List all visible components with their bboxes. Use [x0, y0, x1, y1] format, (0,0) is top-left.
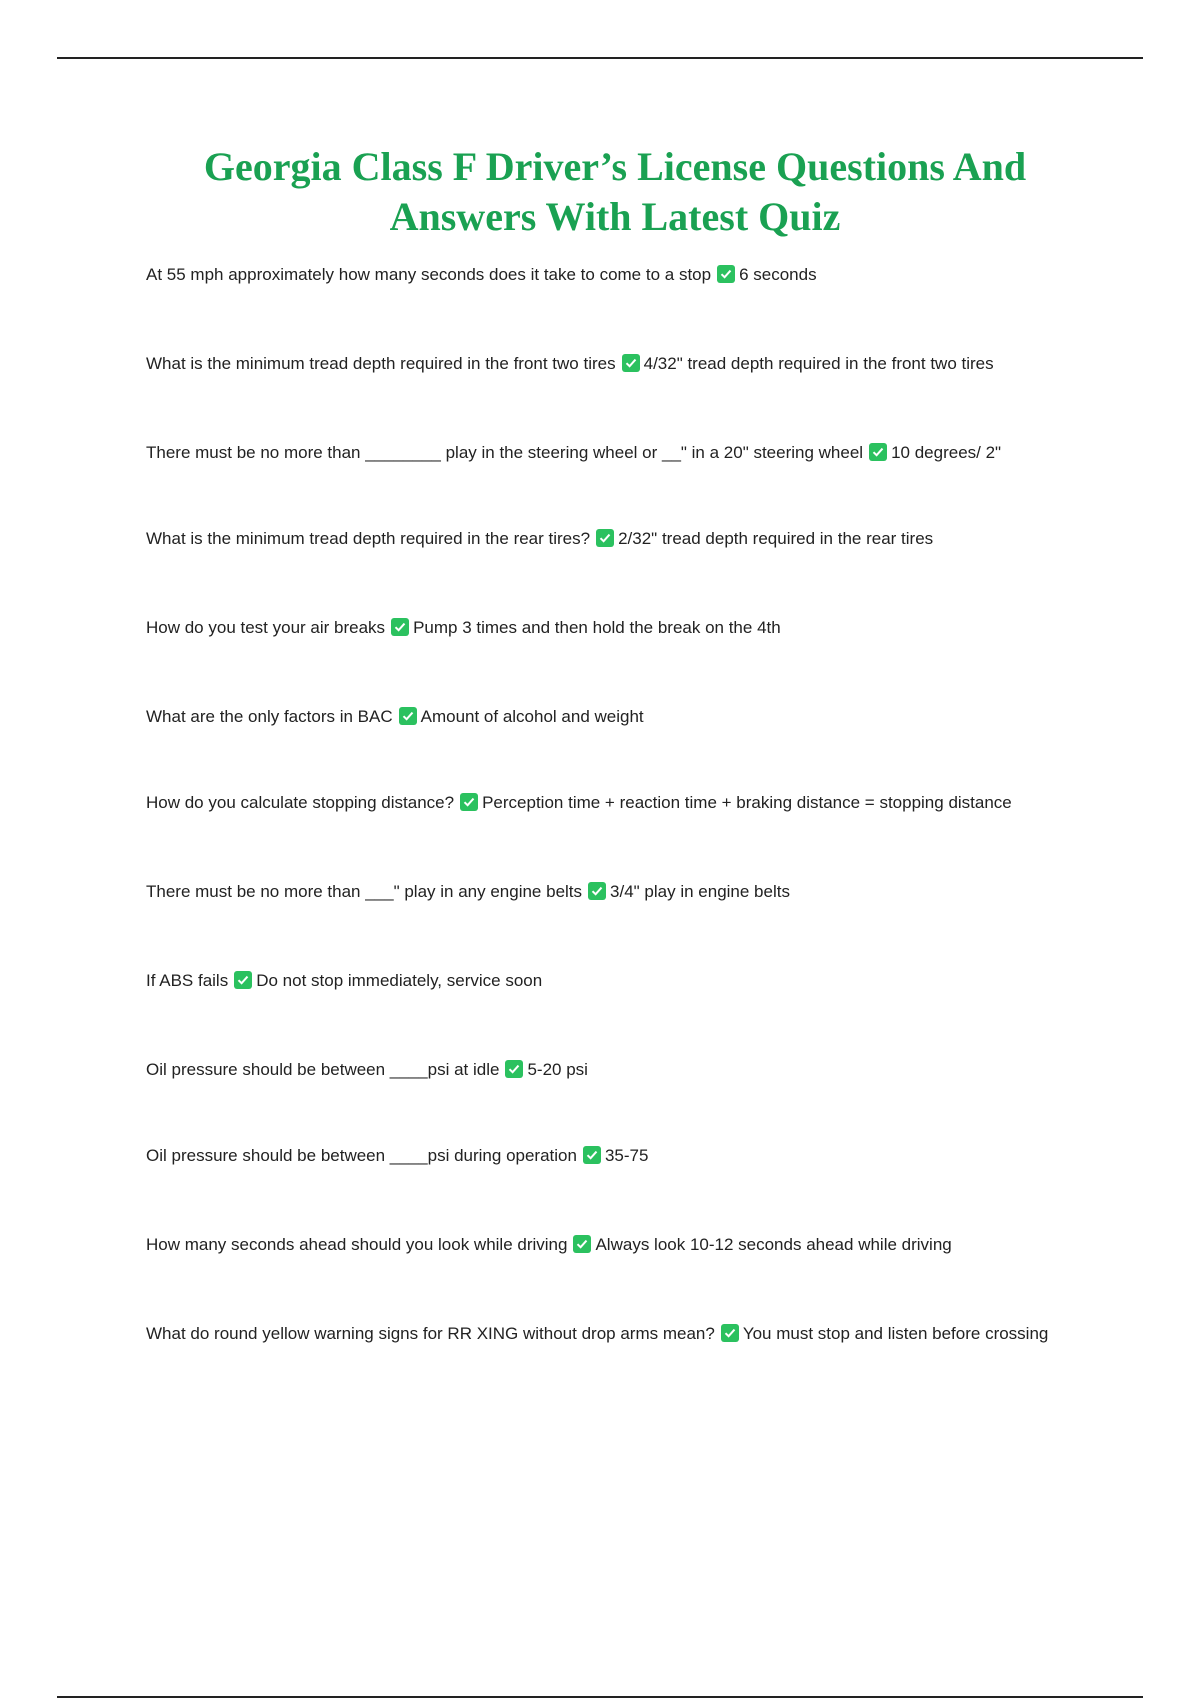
question-text: How do you test your air breaks	[146, 618, 386, 637]
answer-text: Do not stop immediately, service soon	[256, 971, 543, 990]
check-box-icon	[399, 707, 417, 725]
check-box-icon	[234, 971, 252, 989]
check-box-icon	[583, 1146, 601, 1164]
check-box-icon	[588, 882, 606, 900]
question-text: There must be no more than ___" play in any engine belts	[146, 882, 583, 901]
answer-text: 5-20 psi	[527, 1060, 588, 1079]
check-box-icon	[622, 354, 640, 372]
answer-text: 2/32" tread depth required in the rear tires	[618, 529, 934, 548]
question-text: How do you calculate stopping distance?	[146, 793, 455, 812]
check-box-icon	[460, 793, 478, 811]
question-text: At 55 mph approximately how many seconds does it take to come to a stop	[146, 265, 712, 284]
question-text: What is the minimum tread depth required in the rear tires?	[146, 529, 591, 548]
question-text: What do round yellow warning signs for RR XING without drop arms mean?	[146, 1324, 715, 1343]
qa-item	[146, 790, 1096, 816]
qa-item	[146, 879, 1096, 905]
check-box-icon	[869, 443, 887, 461]
answer-text: You must stop and listen before crossing	[742, 1324, 1049, 1343]
answer-text: Always look 10-12 seconds ahead while driving	[595, 1235, 952, 1254]
question-text: Oil pressure should be between ____psi at idle	[146, 1060, 500, 1079]
check-box-icon	[505, 1060, 523, 1078]
check-box-icon	[391, 618, 409, 636]
qa-list	[146, 262, 1096, 1347]
question-text: What are the only factors in BAC	[146, 707, 393, 726]
qa-item	[146, 262, 1096, 288]
qa-item	[146, 526, 1096, 552]
document-title: Georgia Class F Driver’s License Questions And Answers With Latest Quiz	[203, 144, 1027, 239]
answer-text: Perception time + reaction time + braking distance = stopping distance	[482, 793, 1012, 812]
answer-text: 35-75	[604, 1146, 649, 1165]
answer-text: 3/4" play in engine belts	[610, 882, 790, 901]
qa-item	[146, 968, 1096, 994]
qa-item	[146, 704, 1096, 730]
answer-text: Amount of alcohol and weight	[420, 707, 644, 726]
top-rule	[57, 57, 1143, 59]
answer-text: 10 degrees/ 2"	[891, 443, 1002, 462]
qa-item	[146, 1232, 1096, 1258]
question-text: How many seconds ahead should you look while driving	[146, 1235, 568, 1254]
qa-item	[146, 615, 1096, 641]
bottom-rule	[57, 1696, 1143, 1698]
question-text: There must be no more than ________ play in the steering wheel or __" in a 20" steering wheel	[146, 443, 864, 462]
qa-item	[146, 1143, 1096, 1169]
answer-text: Pump 3 times and then hold the break on the 4th	[413, 618, 781, 637]
answer-text: 6 seconds	[739, 265, 817, 284]
qa-item	[146, 1057, 1096, 1083]
question-text: What is the minimum tread depth required in the front two tires	[146, 354, 616, 373]
question-text: If ABS fails	[146, 971, 229, 990]
qa-item	[146, 1321, 1096, 1347]
answer-text: 4/32" tread depth required in the front two tires	[643, 354, 994, 373]
check-box-icon	[596, 529, 614, 547]
question-text: Oil pressure should be between ____psi during operation	[146, 1146, 577, 1165]
qa-item	[146, 440, 1096, 466]
qa-item	[146, 351, 1096, 377]
check-box-icon	[721, 1324, 739, 1342]
check-box-icon	[573, 1235, 591, 1253]
check-box-icon	[717, 265, 735, 283]
